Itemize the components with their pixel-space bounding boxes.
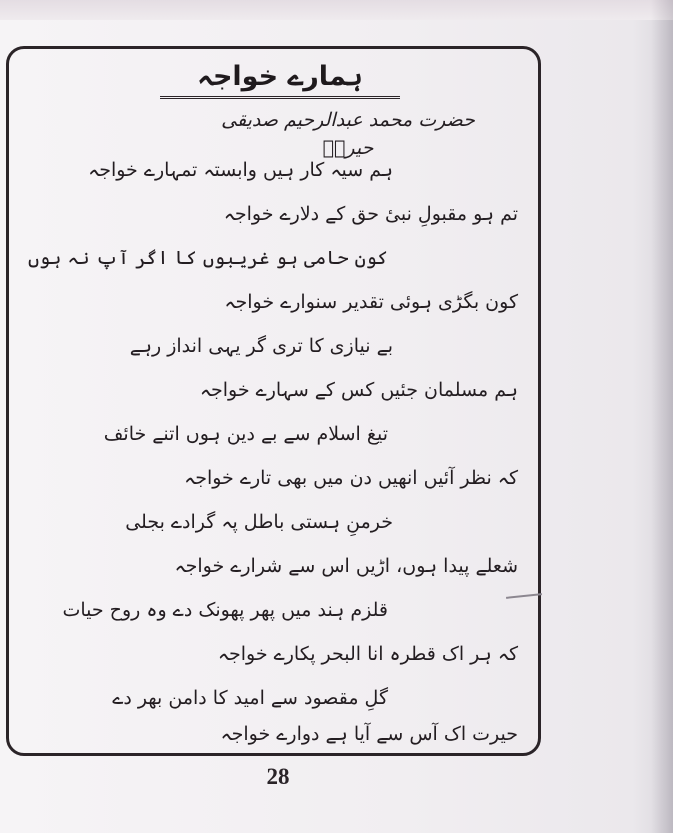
page-top-strip [0, 0, 673, 20]
verse-line-3: کون حامی ہو غریبوں کا اگر آپ نہ ہوں [27, 247, 388, 269]
verse-line-13: گلِ مقصود سے امید کا دامن بھر دے [112, 687, 388, 709]
title-box [160, 58, 400, 99]
verse-line-4: کون بگڑی ہوئی تقدیر سنوارے خواجہ [224, 291, 518, 313]
page-edge-shadow [651, 0, 673, 833]
verse-line-8: کہ نظر آئیں انھیں دن میں بھی تارے خواجہ [184, 467, 518, 489]
verse-line-2: تم ہو مقبولِ نبیٔ حق کے دلارے خواجہ [223, 203, 518, 225]
verse-line-14: حیرت اک آس سے آیا ہے دوارے خواجہ [220, 723, 518, 745]
verse-line-10: شعلے پیدا ہوں، اڑیں اس سے شرارے خواجہ [174, 555, 518, 577]
verse-line-12: کہ ہر اک قطرہ انا البحر پکارے خواجہ [217, 643, 518, 665]
page-number: 28 [266, 764, 290, 789]
verse-line-6: ہم مسلمان جئیں کس کے سہارے خواجہ [199, 379, 518, 401]
verse-line-11: قلزم ہند میں پھر پھونک دے وہ روح حیات [62, 599, 388, 621]
poem-author: حضرت محمد عبدالرحیم صدیقی حیرتؒ [221, 109, 475, 159]
verse-line-9: خرمنِ ہستی باطل پہ گرادے بجلی [125, 511, 393, 533]
verse-line-1: ہم سیہ کار ہیں وابستہ تمہارے خواجہ [88, 159, 393, 181]
verse-line-5: بے نیازی کا تری گر یہی انداز رہے [129, 335, 393, 357]
verse-line-7: تیغ اسلام سے بے دین ہوں اتنے خائف [103, 423, 388, 445]
poem-title: ہمارے خواجہ [197, 61, 363, 92]
